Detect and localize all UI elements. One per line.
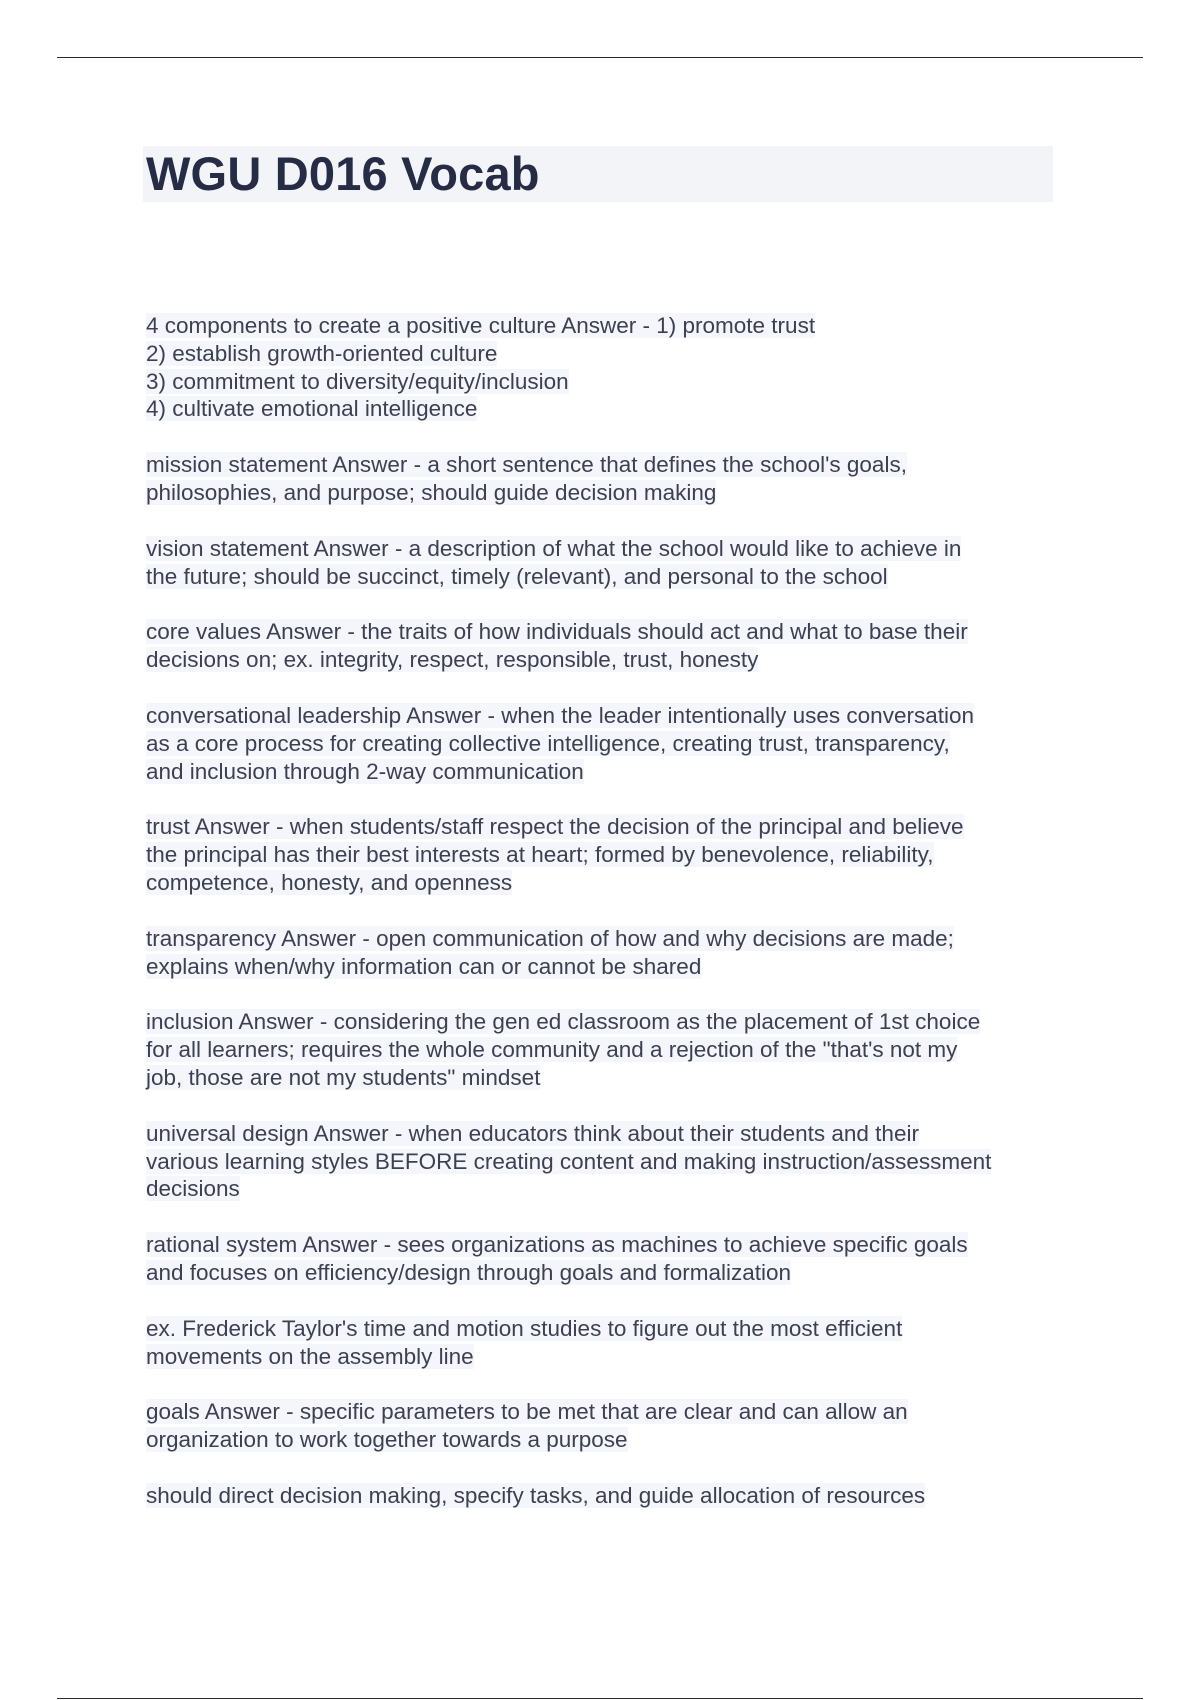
vocab-entry	[146, 618, 1076, 674]
vocab-entry-line: ex. Frederick Taylor's time and motion studies to figure out the most efficient	[146, 1315, 903, 1341]
vocab-entry	[146, 1482, 1076, 1510]
vocab-entry	[146, 1398, 1076, 1454]
vocab-list	[146, 312, 1076, 1538]
vocab-entry	[146, 535, 1076, 591]
bottom-rule	[57, 1698, 1143, 1699]
vocab-entry-line: transparency Answer - open communication of how and why decisions are made;	[146, 925, 954, 951]
vocab-entry-line: goals Answer - specific parameters to be met that are clear and can allow an	[146, 1399, 908, 1425]
vocab-entry	[146, 451, 1076, 507]
vocab-entry-line: mission statement Answer - a short sentence that defines the school's goals,	[146, 452, 907, 478]
vocab-entry-line: conversational leadership Answer - when the leader intentionally uses conversation	[146, 702, 974, 728]
vocab-entry	[146, 312, 1076, 423]
vocab-entry-line: vision statement Answer - a description of what the school would like to achieve in	[146, 535, 962, 561]
vocab-entry-line: should direct decision making, specify tasks, and guide allocation of resources	[146, 1482, 926, 1508]
vocab-entry-line: inclusion Answer - considering the gen ed classroom as the placement of 1st choice	[146, 1009, 981, 1035]
vocab-entry	[146, 925, 1076, 981]
top-rule	[57, 57, 1143, 58]
vocab-entry-line: various learning styles BEFORE creating content and making instruction/assessment	[146, 1148, 992, 1174]
vocab-entry	[146, 1231, 1076, 1287]
vocab-entry-line: 3) commitment to diversity/equity/inclusion	[146, 368, 569, 394]
vocab-entry-line: as a core process for creating collective intelligence, creating trust, transparency,	[146, 730, 950, 756]
vocab-entry	[146, 702, 1076, 785]
vocab-entry-line: explains when/why information can or cannot be shared	[146, 953, 702, 979]
vocab-entry-line: 4) cultivate emotional intelligence	[146, 396, 478, 422]
vocab-entry-line: and focuses on efficiency/design through goals and formalization	[146, 1259, 791, 1285]
vocab-entry-line: decisions	[146, 1176, 240, 1202]
vocab-entry-line: universal design Answer - when educators think about their students and their	[146, 1120, 919, 1146]
vocab-entry-line: 2) establish growth-oriented culture	[146, 340, 498, 366]
vocab-entry-line: competence, honesty, and openness	[146, 869, 513, 895]
vocab-entry-line: movements on the assembly line	[146, 1343, 474, 1369]
vocab-entry-line: rational system Answer - sees organizations as machines to achieve specific goals	[146, 1232, 968, 1258]
vocab-entry-line: trust Answer - when students/staff respect the decision of the principal and believe	[146, 814, 964, 840]
vocab-entry	[146, 1008, 1076, 1091]
vocab-entry	[146, 813, 1076, 896]
vocab-entry	[146, 1315, 1076, 1371]
vocab-entry-line: for all learners; requires the whole community and a rejection of the "that's not my	[146, 1037, 958, 1063]
vocab-entry-line: decisions on; ex. integrity, respect, responsible, trust, honesty	[146, 647, 759, 673]
vocab-entry-line: the principal has their best interests at heart; formed by benevolence, reliability,	[146, 842, 934, 868]
vocab-entry-line: core values Answer - the traits of how individuals should act and what to base their	[146, 619, 968, 645]
vocab-entry-line: philosophies, and purpose; should guide decision making	[146, 479, 717, 505]
vocab-entry-line: 4 components to create a positive culture Answer - 1) promote trust	[146, 313, 816, 338]
vocab-entry-line: organization to work together towards a purpose	[146, 1427, 628, 1453]
vocab-entry	[146, 1120, 1076, 1203]
vocab-entry-line: and inclusion through 2-way communication	[146, 758, 584, 784]
vocab-entry-line: job, those are not my students" mindset	[146, 1064, 541, 1090]
vocab-entry-line: the future; should be succinct, timely (relevant), and personal to the school	[146, 563, 888, 589]
document-title: WGU D016 Vocab	[146, 147, 540, 200]
